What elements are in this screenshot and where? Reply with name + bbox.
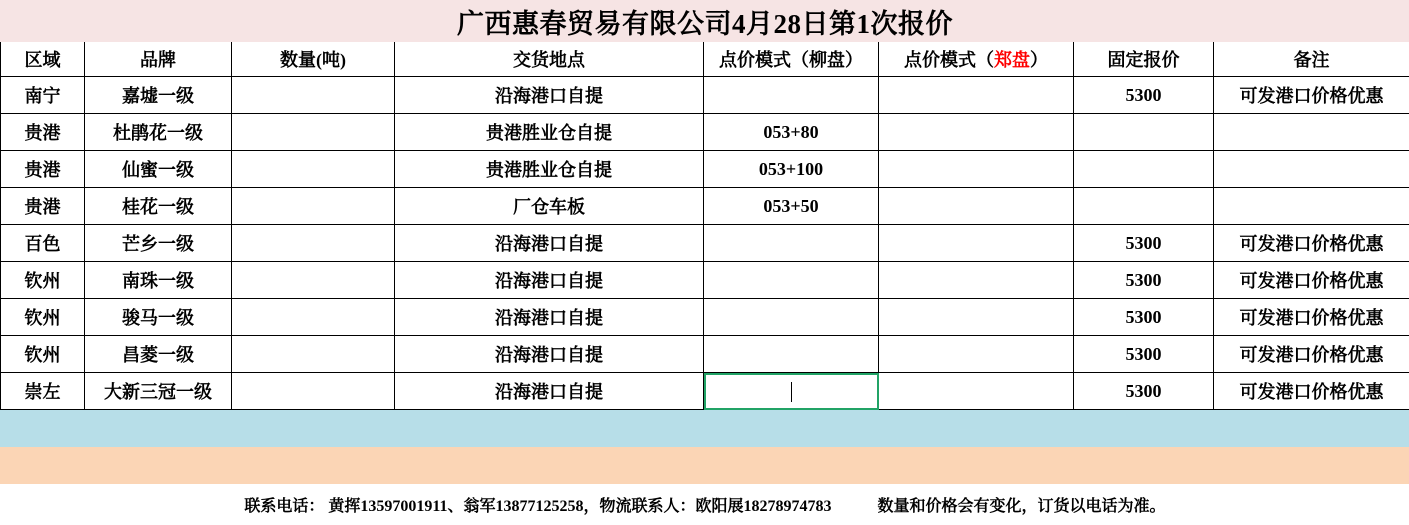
cell-brand[interactable]: 骏马一级	[85, 299, 232, 336]
cell-brand[interactable]: 大新三冠一级	[85, 373, 232, 410]
cell-brand[interactable]: 嘉墟一级	[85, 77, 232, 114]
cell-fixed-price[interactable]: 5300	[1074, 373, 1214, 410]
pricing-zheng-highlight: 郑盘	[994, 50, 1030, 70]
pricing-zheng-prefix: 点价模式（	[904, 50, 994, 70]
cell-brand[interactable]: 桂花一级	[85, 188, 232, 225]
cell-remark[interactable]: 可发港口价格优惠	[1214, 299, 1409, 336]
cell-delivery-place[interactable]: 沿海港口自提	[395, 77, 704, 114]
cell-brand[interactable]: 昌菱一级	[85, 336, 232, 373]
cell-pricing-zheng[interactable]	[879, 373, 1074, 410]
footer-cell	[1, 484, 1409, 525]
cell-fixed-price[interactable]	[1074, 151, 1214, 188]
cell-remark[interactable]: 可发港口价格优惠	[1214, 77, 1409, 114]
cell-pricing-zheng[interactable]	[879, 336, 1074, 373]
column-header-brand: 品牌	[85, 42, 232, 77]
cell-quantity[interactable]	[232, 151, 395, 188]
cell-brand[interactable]: 南珠一级	[85, 262, 232, 299]
cell-remark[interactable]	[1214, 188, 1409, 225]
cell-quantity[interactable]	[232, 262, 395, 299]
cell-brand[interactable]: 仙蜜一级	[85, 151, 232, 188]
column-header-pricing-zheng	[879, 42, 1074, 77]
cell-quantity[interactable]	[232, 188, 395, 225]
cell-fixed-price[interactable]: 5300	[1074, 299, 1214, 336]
cell-remark[interactable]: 可发港口价格优惠	[1214, 225, 1409, 262]
cell-pricing-liu[interactable]	[704, 299, 879, 336]
peach-band-row	[1, 447, 1409, 484]
table-row	[1, 188, 1409, 225]
cell-pricing-liu[interactable]: 053+100	[704, 151, 879, 188]
table-row	[1, 299, 1409, 336]
cell-quantity[interactable]	[232, 299, 395, 336]
cell-pricing-liu[interactable]	[704, 225, 879, 262]
text-caret	[791, 382, 792, 402]
cell-fixed-price[interactable]: 5300	[1074, 77, 1214, 114]
cell-region[interactable]: 百色	[1, 225, 85, 262]
cell-pricing-zheng[interactable]	[879, 225, 1074, 262]
cell-remark[interactable]	[1214, 114, 1409, 151]
table-row	[1, 151, 1409, 188]
footer-row	[1, 484, 1409, 525]
cell-delivery-place[interactable]: 贵港胜业仓自提	[395, 151, 704, 188]
cell-fixed-price[interactable]: 5300	[1074, 262, 1214, 299]
cell-remark[interactable]	[1214, 151, 1409, 188]
cell-region[interactable]: 崇左	[1, 373, 85, 410]
cell-fixed-price[interactable]	[1074, 188, 1214, 225]
cell-quantity[interactable]	[232, 336, 395, 373]
cell-pricing-zheng[interactable]	[879, 262, 1074, 299]
cell-delivery-place[interactable]: 沿海港口自提	[395, 299, 704, 336]
cell-remark[interactable]: 可发港口价格优惠	[1214, 336, 1409, 373]
cell-region[interactable]: 贵港	[1, 114, 85, 151]
cell-remark[interactable]: 可发港口价格优惠	[1214, 262, 1409, 299]
cell-delivery-place[interactable]: 厂仓车板	[395, 188, 704, 225]
column-header-pricing-liu: 点价模式（柳盘）	[704, 42, 879, 77]
cell-fixed-price[interactable]: 5300	[1074, 225, 1214, 262]
page-title: 广西惠春贸易有限公司4月28日第1次报价	[1, 1, 1409, 42]
table-row	[1, 114, 1409, 151]
table-row	[1, 373, 1409, 410]
blue-band-cell[interactable]	[1, 410, 1409, 447]
pricing-zheng-suffix: ）	[1030, 50, 1048, 70]
title-row	[1, 1, 1409, 42]
cell-pricing-liu[interactable]: 053+80	[704, 114, 879, 151]
cell-region[interactable]: 贵港	[1, 188, 85, 225]
column-header-delivery-place: 交货地点	[395, 42, 704, 77]
cell-region[interactable]: 钦州	[1, 299, 85, 336]
column-header-quantity: 数量(吨)	[232, 42, 395, 77]
footer-note: 数量和价格会有变化，订货以电话为准。	[878, 493, 1166, 516]
cell-delivery-place[interactable]: 沿海港口自提	[395, 225, 704, 262]
cell-delivery-place[interactable]: 沿海港口自提	[395, 373, 704, 410]
cell-delivery-place[interactable]: 贵港胜业仓自提	[395, 114, 704, 151]
cell-pricing-liu-selected[interactable]	[704, 373, 879, 410]
column-header-region: 区域	[1, 42, 85, 77]
cell-fixed-price[interactable]	[1074, 114, 1214, 151]
peach-band-cell[interactable]	[1, 447, 1409, 484]
cell-region[interactable]: 钦州	[1, 262, 85, 299]
contact-phones: 联系电话： 黄挥13597001911、翁军13877125258，物流联系人：欧阳展18278974783	[244, 493, 831, 516]
cell-pricing-liu[interactable]	[704, 262, 879, 299]
cell-region[interactable]: 钦州	[1, 336, 85, 373]
blue-band-row	[1, 410, 1409, 447]
cell-region[interactable]: 南宁	[1, 77, 85, 114]
table-row	[1, 225, 1409, 262]
table-row	[1, 262, 1409, 299]
cell-pricing-zheng[interactable]	[879, 77, 1074, 114]
table-row	[1, 336, 1409, 373]
cell-pricing-zheng[interactable]	[879, 114, 1074, 151]
cell-delivery-place[interactable]: 沿海港口自提	[395, 262, 704, 299]
cell-pricing-liu[interactable]	[704, 77, 879, 114]
table-row	[1, 77, 1409, 114]
cell-brand[interactable]: 杜鹃花一级	[85, 114, 232, 151]
cell-pricing-zheng[interactable]	[879, 299, 1074, 336]
column-header-remark: 备注	[1214, 42, 1409, 77]
cell-quantity[interactable]	[232, 225, 395, 262]
cell-delivery-place[interactable]: 沿海港口自提	[395, 336, 704, 373]
cell-pricing-zheng[interactable]	[879, 151, 1074, 188]
cell-region[interactable]: 贵港	[1, 151, 85, 188]
table-header-row	[1, 42, 1409, 77]
cell-quantity[interactable]	[232, 373, 395, 410]
cell-fixed-price[interactable]: 5300	[1074, 336, 1214, 373]
cell-quantity[interactable]	[232, 77, 395, 114]
cell-pricing-liu[interactable]: 053+50	[704, 188, 879, 225]
cell-remark[interactable]: 可发港口价格优惠	[1214, 373, 1409, 410]
cell-pricing-zheng[interactable]	[879, 188, 1074, 225]
column-header-fixed-price: 固定报价	[1074, 42, 1214, 77]
cell-quantity[interactable]	[232, 114, 395, 151]
cell-brand[interactable]: 芒乡一级	[85, 225, 232, 262]
cell-pricing-liu[interactable]	[704, 336, 879, 373]
